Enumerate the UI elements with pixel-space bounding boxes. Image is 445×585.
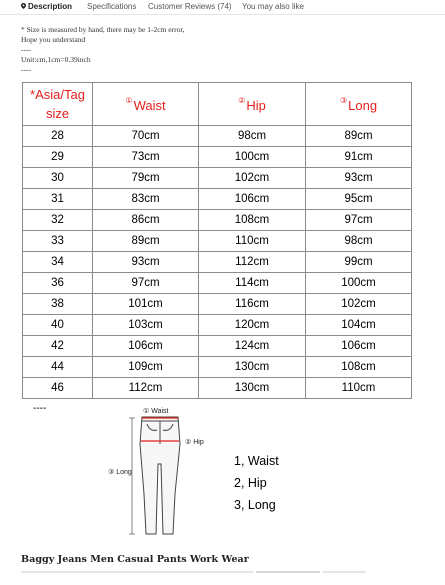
tab-description-label: Description [28,2,73,11]
hip-cell: 130cm [199,357,306,378]
waist-cell: 112cm [93,378,199,399]
size-cell: 31 [23,189,93,210]
table-row [23,147,412,168]
diagram-waist-label: ① Waist [143,408,169,415]
tab-customer-reviews[interactable]: Customer Reviews (74) [148,2,232,11]
header-asia-tag-size [23,83,93,126]
long-cell: 91cm [306,147,412,168]
legend-long: 3, Long [234,498,276,512]
hip-cell: 108cm [199,210,306,231]
legend-waist: 1, Waist [234,454,279,468]
size-cell: 34 [23,252,93,273]
size-cell: 44 [23,357,93,378]
pants-illustration [140,417,180,534]
tab-description[interactable] [21,2,72,11]
hip-cell: 112cm [199,252,306,273]
waist-cell: 89cm [93,231,199,252]
size-chart-table [22,82,412,399]
size-notes [21,25,184,75]
size-cell: 33 [23,231,93,252]
header-waist [93,83,199,126]
long-cell: 93cm [306,168,412,189]
table-row [23,378,412,399]
long-cell: 89cm [306,126,412,147]
legend-hip: 2, Hip [234,476,267,490]
header-asia-line1: *Asia/Tag [30,87,85,102]
hip-cell: 114cm [199,273,306,294]
waist-cell: 70cm [93,126,199,147]
diagram-long-label: ③ Long [108,469,132,476]
tab-you-may-also-like[interactable]: You may also like [242,2,304,11]
size-cell: 40 [23,315,93,336]
table-row [23,357,412,378]
waist-cell: 73cm [93,147,199,168]
header-long-label: Long [348,97,378,113]
long-cell: 108cm [306,357,412,378]
table-row [23,336,412,357]
table-row [23,315,412,336]
waist-cell: 83cm [93,189,199,210]
size-chart-body [23,126,412,399]
header-long-number: ③ [339,95,348,105]
size-cell: 46 [23,378,93,399]
separator-dash: ---- [33,403,47,414]
long-cell: 95cm [306,189,412,210]
long-cell: 100cm [306,273,412,294]
waist-cell: 101cm [93,294,199,315]
long-cell: 110cm [306,378,412,399]
waist-cell: 109cm [93,357,199,378]
size-cell: 28 [23,126,93,147]
table-row [23,189,412,210]
table-row [23,231,412,252]
tab-specifications[interactable]: Specifications [87,2,137,11]
waist-cell: 79cm [93,168,199,189]
pants-measurement-diagram [105,404,215,546]
long-cell: 98cm [306,231,412,252]
header-hip-label: Hip [246,97,266,113]
hip-cell: 116cm [199,294,306,315]
table-row [23,294,412,315]
note-measurement: * Size is measured by hand, there may be 1-2cm error, [21,25,185,34]
hip-cell: 124cm [199,336,306,357]
hip-cell: 98cm [199,126,306,147]
header-hip-number: ② [238,95,246,105]
size-cell: 36 [23,273,93,294]
long-cell: 97cm [306,210,412,231]
waist-cell: 97cm [93,273,199,294]
size-cell: 29 [23,147,93,168]
size-cell: 30 [23,168,93,189]
long-cell: 102cm [306,294,412,315]
hip-cell: 100cm [199,147,306,168]
hip-cell: 102cm [199,168,306,189]
waist-cell: 106cm [93,336,199,357]
product-title: Baggy Jeans Men Casual Pants Work Wear [21,554,249,565]
long-cell: 106cm [306,336,412,357]
size-cell: 32 [23,210,93,231]
header-long [306,83,412,126]
description-tabs [0,0,445,15]
size-chart-header-row [23,83,412,126]
table-row [23,210,412,231]
long-cell: 99cm [306,252,412,273]
note-understand: Hope you understand [21,35,86,44]
size-cell: 42 [23,336,93,357]
header-waist-label: Waist [133,97,166,113]
note-unit: Unit:cm,1cm=0.39inch [21,55,91,64]
location-pin-icon [21,3,26,9]
table-row [23,126,412,147]
hip-cell: 130cm [199,378,306,399]
header-hip [199,83,306,126]
note-divider: ---- [21,65,31,74]
hip-cell: 106cm [199,189,306,210]
hip-cell: 110cm [199,231,306,252]
waist-cell: 93cm [93,252,199,273]
waist-cell: 86cm [93,210,199,231]
truncated-text-line [21,571,366,574]
waist-cell: 103cm [93,315,199,336]
hip-cell: 120cm [199,315,306,336]
header-waist-number: ① [125,95,133,105]
long-cell: 104cm [306,315,412,336]
measurement-legend [234,450,279,516]
table-row [23,252,412,273]
table-row [23,273,412,294]
size-cell: 38 [23,294,93,315]
table-row [23,168,412,189]
header-asia-line2: size [45,106,70,121]
diagram-hip-label: ② Hip [185,439,204,446]
note-divider: ---- [21,45,31,54]
